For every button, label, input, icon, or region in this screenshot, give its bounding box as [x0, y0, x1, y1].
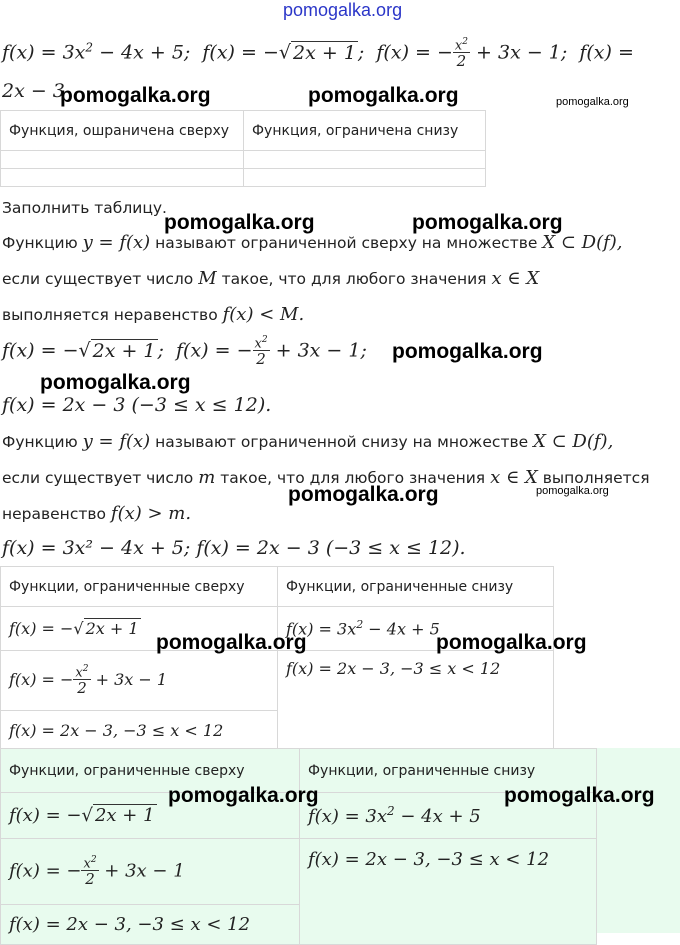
- watermark: pomogalka.org: [308, 84, 459, 107]
- result-lower-2: f(x) = 2x − 3, −3 ≤ x < 12: [278, 651, 554, 751]
- result-header-lower: Функции, ограниченные снизу: [278, 567, 554, 607]
- watermark: pomogalka.org: [392, 340, 543, 363]
- green-upper-1: f(x) = −√ 2x + 1: [1, 793, 300, 839]
- def-lower-line-2: если существует число m такое, что для любого значения x ∈ X выполняется: [2, 467, 650, 488]
- empty-cell: [244, 169, 486, 187]
- watermark-small: pomogalka.org: [536, 485, 609, 497]
- watermark-small: pomogalka.org: [556, 96, 629, 108]
- result-upper-1: f(x) = −√ 2x + 1: [1, 607, 278, 651]
- def-upper-line-3: выполняется неравенство f(x) < M.: [2, 304, 305, 325]
- watermark: pomogalka.org: [40, 371, 191, 394]
- def-upper-line-2: если существует число M такое, что для любого значения x ∈ X: [2, 268, 540, 289]
- task-line-1: $f(x) = 3x^2 - 4x + 5$; f(x) = −√ 2x + 1 ; f(x) = − $\frac{x^2}{2}$ + 3x − 1; f(x) =: [2, 37, 634, 71]
- result-table-green: [0, 748, 597, 945]
- empty-cell: [1, 169, 244, 187]
- watermark: pomogalka.org: [60, 84, 211, 107]
- watermark: pomogalka.org: [436, 631, 587, 654]
- empty-table-header-lower: Функция, ограничена снизу: [244, 111, 486, 151]
- green-lower-2: f(x) = 2x − 3, −3 ≤ x < 12: [300, 839, 597, 945]
- result-header-upper: Функции, ограниченные сверху: [1, 567, 278, 607]
- result-lower-1: $f(x) = 3x^2 - 4x + 5$: [278, 607, 554, 651]
- watermark: pomogalka.org: [164, 211, 315, 234]
- empty-cell: [244, 151, 486, 169]
- task-line-2: 2x − 3: [2, 80, 65, 102]
- green-header-lower: Функции, ограниченные снизу: [300, 749, 597, 793]
- def-upper-line-1: Функцию y = f(x) называют ограниченной сверху на множестве X ⊂ D(f),: [2, 232, 623, 253]
- watermark: pomogalka.org: [504, 784, 655, 807]
- result-upper-3: f(x) = 2x − 3, −3 ≤ x < 12: [1, 711, 278, 751]
- fill-table-instruction: Заполнить таблицу.: [2, 199, 167, 217]
- empty-table-header-upper: Функция, ошраничена сверху: [1, 111, 244, 151]
- empty-table: [0, 110, 486, 187]
- empty-cell: [1, 151, 244, 169]
- upper-examples-line-1: f(x) = −√ 2x + 1 ; f(x) = − $\frac{x^2}{2}$ + 3x − 1;: [2, 335, 367, 369]
- def-lower-line-3: неравенство f(x) > m.: [2, 503, 192, 524]
- green-upper-3: f(x) = 2x − 3, −3 ≤ x < 12: [1, 905, 300, 945]
- result-table: [0, 566, 554, 751]
- green-header-upper: Функции, ограниченные сверху: [1, 749, 300, 793]
- def-lower-line-1: Функцию y = f(x) называют ограниченной снизу на множестве X ⊂ D(f),: [2, 431, 614, 452]
- watermark: pomogalka.org: [288, 483, 439, 506]
- result-upper-2: f(x) = − $\frac{x^2}{2}$ + 3x − 1: [1, 651, 278, 711]
- watermark: pomogalka.org: [412, 211, 563, 234]
- green-lower-1: $f(x) = 3x^2 - 4x + 5$: [300, 793, 597, 839]
- lower-examples: f(x) = 3x² − 4x + 5; f(x) = 2x − 3 (−3 ≤ x ≤ 12).: [2, 537, 466, 559]
- watermark: pomogalka.org: [168, 784, 319, 807]
- watermark-top: pomogalka.org: [283, 0, 403, 20]
- watermark: pomogalka.org: [156, 631, 307, 654]
- green-upper-2: f(x) = − $\frac{x^2}{2}$ + 3x − 1: [1, 839, 300, 905]
- upper-examples-line-2: f(x) = 2x − 3 (−3 ≤ x ≤ 12).: [2, 394, 272, 416]
